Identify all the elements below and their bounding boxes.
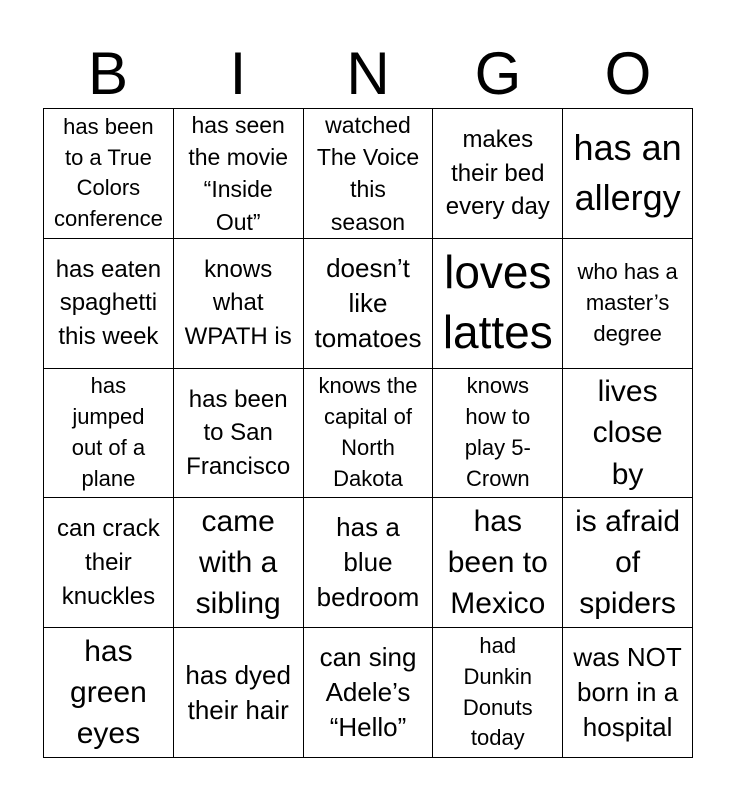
cell-text: was NOT born in a hospital [573, 641, 682, 743]
bingo-cell[interactable] [304, 498, 434, 628]
header-letter-n: N [346, 40, 390, 107]
bingo-cell[interactable] [433, 239, 563, 369]
bingo-cell[interactable] [44, 498, 174, 628]
header-letter-g: G [474, 40, 522, 107]
bingo-cell[interactable] [563, 369, 693, 499]
bingo-cell[interactable] [44, 628, 174, 758]
bingo-cell[interactable] [563, 498, 693, 628]
bingo-cell[interactable] [304, 369, 434, 499]
bingo-cell[interactable] [174, 239, 304, 369]
bingo-cell[interactable] [563, 239, 693, 369]
cell-text: has been to a True Colors conference [53, 113, 163, 232]
cell-text: knows how to play 5- Crown [464, 373, 531, 491]
cell-text: has jumped out of a plane [71, 373, 146, 491]
bingo-cell[interactable] [433, 109, 563, 239]
cell-text: watched The Voice this season [316, 112, 420, 235]
bingo-cell[interactable] [433, 498, 563, 628]
cell-text: has a blue bedroom [316, 512, 420, 613]
cell-text: has been to San Francisco [186, 385, 291, 480]
header-letter-b: B [87, 40, 129, 107]
cell-text: knows what WPATH is [184, 255, 292, 350]
bingo-cell[interactable] [304, 628, 434, 758]
bingo-cell[interactable] [44, 109, 174, 239]
bingo-cell[interactable] [433, 369, 563, 499]
header-letter-i: I [229, 40, 247, 107]
bingo-cell[interactable] [563, 628, 693, 758]
bingo-header [43, 40, 693, 108]
cell-text: has seen the movie “Inside Out” [188, 112, 289, 235]
cell-text: has eaten spaghetti this week [55, 255, 162, 350]
cell-text: can crack their knuckles [57, 515, 160, 610]
cell-text: has an allergy [573, 127, 682, 219]
cell-text: has been to Mexico [447, 504, 548, 621]
header-letter-o: O [604, 40, 652, 107]
cell-text: has green eyes [70, 634, 147, 751]
cell-text: came with a sibling [195, 504, 281, 621]
bingo-cell[interactable] [44, 239, 174, 369]
cell-text: is afraid of spiders [575, 504, 681, 621]
bingo-cell[interactable] [174, 498, 304, 628]
bingo-cell[interactable] [433, 628, 563, 758]
cell-text: had Dunkin Donuts today [462, 633, 533, 751]
cell-text: can sing Adele’s “Hello” [319, 641, 417, 743]
bingo-cell[interactable] [174, 109, 304, 239]
bingo-cell[interactable] [563, 109, 693, 239]
cell-text: lives close by [592, 374, 663, 491]
bingo-cell[interactable] [44, 369, 174, 499]
bingo-cell[interactable] [174, 628, 304, 758]
cell-text: doesn’t like tomatoes [314, 252, 422, 353]
bingo-cell[interactable] [304, 239, 434, 369]
cell-text: who has a master’s degree [577, 259, 678, 346]
cell-text: loves lattes [442, 246, 553, 359]
cell-text: makes their bed every day [445, 126, 550, 221]
bingo-cell[interactable] [304, 109, 434, 239]
bingo-card-grid [43, 108, 693, 758]
cell-text: knows the capital of North Dakota [318, 373, 418, 491]
cell-text: has dyed their hair [185, 659, 291, 725]
bingo-cell[interactable] [174, 369, 304, 499]
